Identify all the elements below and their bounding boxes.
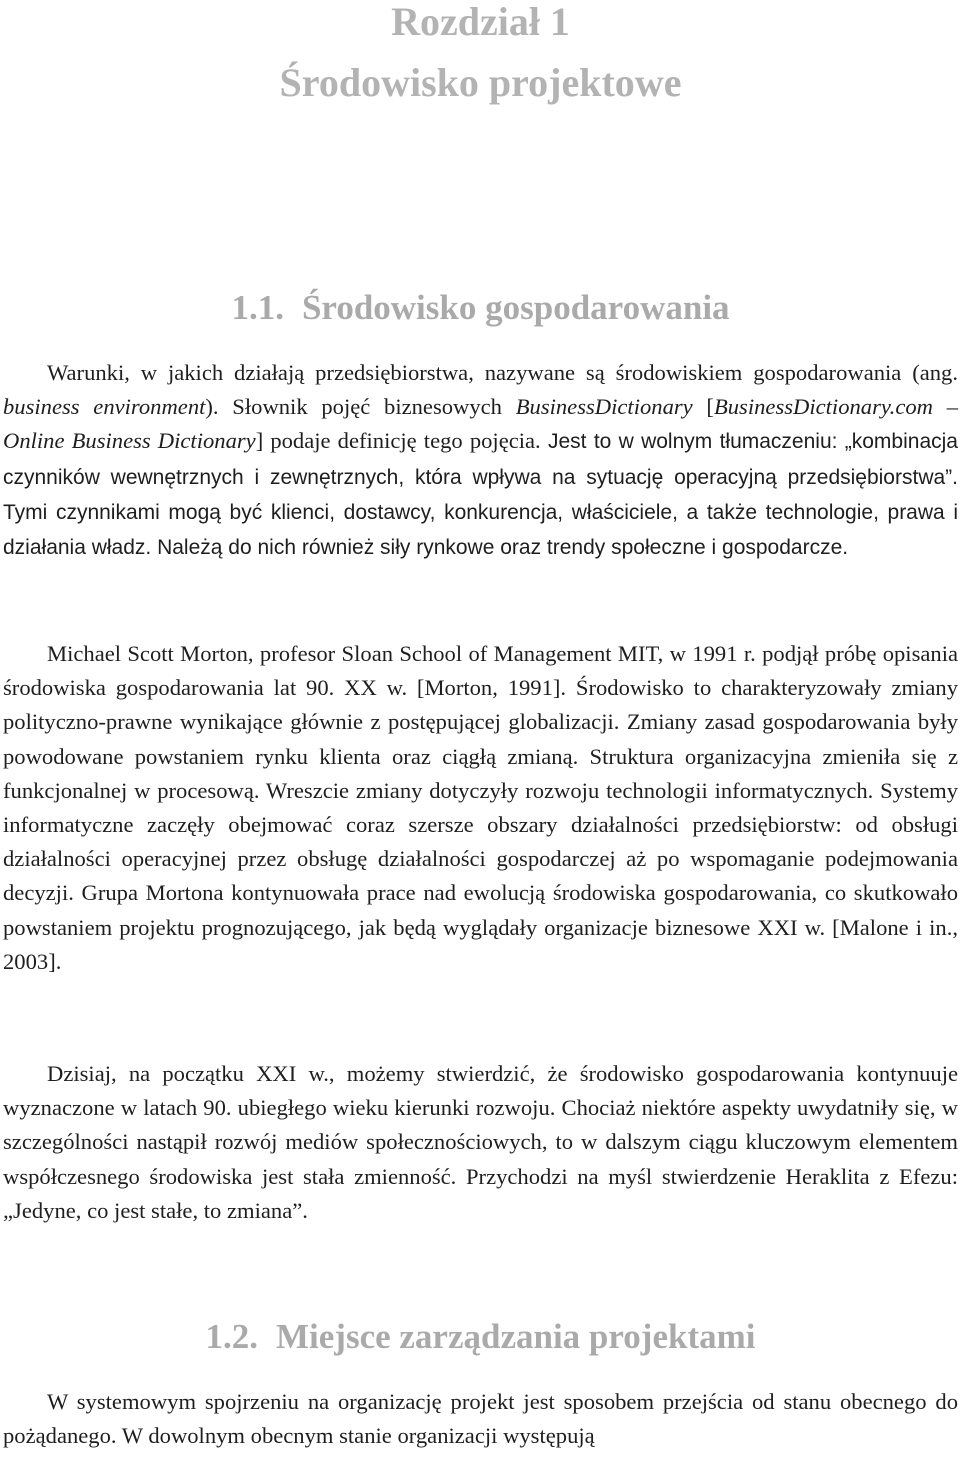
section-number: 1.1. [231,288,284,327]
text-run: ] podaje definicję tego pojęcia. [255,428,541,454]
chapter-label: Rozdział 1 [391,0,570,44]
text-run: Warunki, w jakich działają przedsiębiorstwa, nazywane są środowiskiem gospodarowania (ang. [47,360,958,385]
paragraph-today: Dzisiaj, na początku XXI w., możemy stwierdzić, że środowisko gospodarowania kontynuuje wyznaczone w latach 90. ubiegłego wieku kierunki rozwoju. Chociaż niektóre aspekty uwydatniły się, w szczególności nastąpił rozwój mediów społecznościowych, to w dalszym ciągu kluczowym elementem współczesnego środowiska jest stała zmienność. Przychodzi na myśl stwierdzenie Heraklita z Efezu: „Jedyne, co jest stałe, to zmiana”. [3,1061,958,1223]
section-title: Środowisko gospodarowania [301,288,730,327]
emphasis-term: BusinessDictionary [515,394,693,420]
section-title: Miejsce zarządzania projektami [276,1317,756,1356]
paragraph-environment-definition [3,356,958,565]
section-heading-1-2 [3,1316,958,1358]
text-run: [ [692,394,714,420]
quoted-definition: Jest to w wolnym tłumaczeniu: „kombinacja czynników wewnętrznych i zewnętrznych, która wpływa na sytuację operacyjną przedsiębiorstwa”. Tymi czynnikami mogą być klienci, dostawcy, konkurencja, właściciele, a także technologie, prawa i działania władz. Należą do nich również siły rynkowe oraz trendy społeczne i gospodarcze. [3,430,958,560]
chapter-title: Środowisko projektowe [279,60,682,105]
paragraph-project-place: W systemowym spojrzeniu na organizację projekt jest sposobem przejścia od stanu obecnego do pożądanego. W dowolnym obecnym stanie organizacji występują [3,1389,958,1449]
citation-title: BusinessDictionary.com – Online Business Dictionary [3,394,958,454]
section-number: 1.2. [205,1317,258,1356]
text-run: ). Słownik pojęć biznesowych [205,394,516,420]
emphasis-term: business environment [3,394,206,420]
paragraph-morton: Michael Scott Morton, profesor Sloan School of Management MIT, w 1991 r. podjął próbę opisania środowiska gospodarowania lat 90. XX w. [Morton, 1991]. Środowisko to charakteryzowały zmiany polityczno-prawne wynikające głównie z postępującej globalizacji. Zmiany zasad gospodarowania były powodowane powstaniem rynku klienta oraz ciągłą zmianą. Struktura organizacyjna zmieniła się z funkcjonalnej w procesową. Wreszcie zmiany dotyczyły rozwoju technologii informatycznych. Systemy informatyczne zaczęły obejmować coraz szersze obszary działalności przedsiębiorstw: od obsługi działalności operacyjnej przez obsługę działalności gospodarczej aż po wspomaganie podejmowania decyzji. Grupa Mortona kontynuowała prace nad ewolucją środowiska gospodarowania, co skutkowało powstaniem projektu prognozującego, jak będą wyglądały organizacje biznesowe XXI w. [Malone i in., 2003]. [3,641,958,974]
section-heading-1-1 [3,287,958,329]
